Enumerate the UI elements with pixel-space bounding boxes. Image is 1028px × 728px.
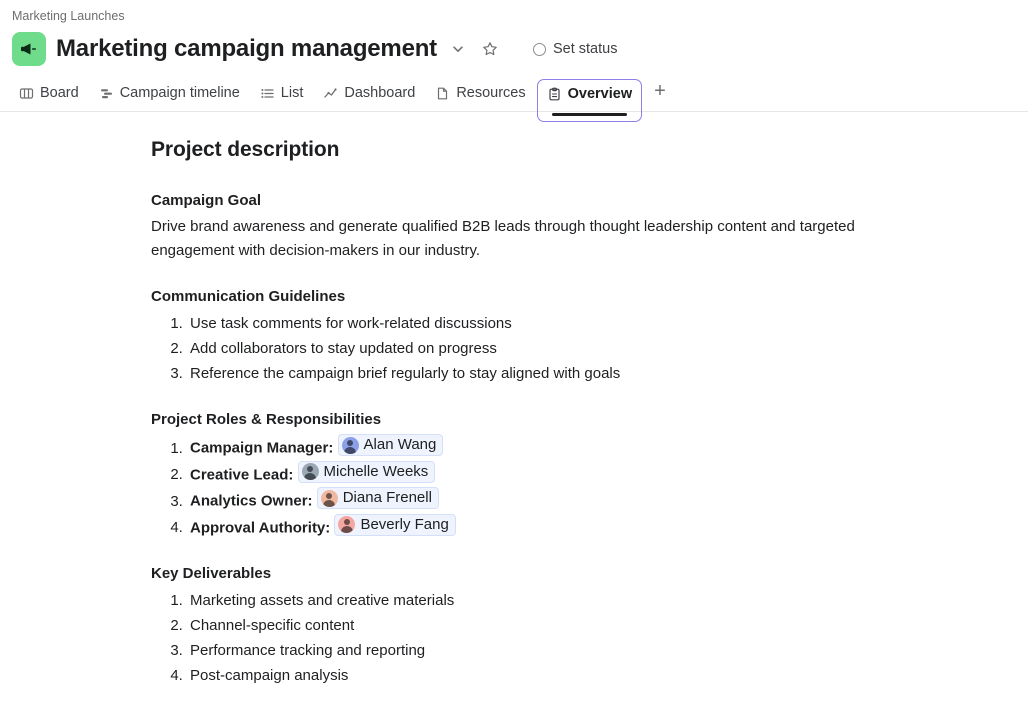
mention-chip[interactable] <box>334 514 455 536</box>
avatar <box>342 437 359 454</box>
list-item <box>187 461 951 488</box>
tab-campaign-timeline[interactable] <box>90 79 249 111</box>
megaphone-icon <box>12 32 46 66</box>
list-item: 4. Post-campaign analysis <box>187 663 951 688</box>
timeline-icon <box>99 86 114 101</box>
mention-chip[interactable] <box>338 434 444 456</box>
project-description-document <box>151 138 951 688</box>
list-item <box>187 514 951 541</box>
tab-resources-label: Resources <box>456 85 526 101</box>
tab-overview-focus-ring <box>537 79 643 122</box>
tab-dashboard-label: Dashboard <box>344 85 416 101</box>
section-heading-key-deliverables: Key Deliverables <box>151 565 272 582</box>
key-deliverables-list <box>151 588 951 688</box>
mention-name: Diana Frenell <box>342 489 432 506</box>
mention-name: Michelle Weeks <box>323 462 429 480</box>
section-project-roles <box>151 411 951 540</box>
mention-name: Alan Wang <box>363 436 437 453</box>
avatar <box>302 463 319 480</box>
list-icon <box>260 86 275 101</box>
tab-dashboard[interactable] <box>314 79 424 111</box>
add-tab-button[interactable]: + <box>654 80 666 102</box>
tab-overview[interactable] <box>538 80 642 112</box>
role-label: Analytics Owner: <box>190 492 313 510</box>
mention-chip[interactable] <box>298 461 436 483</box>
communication-guidelines-list <box>151 311 951 386</box>
tab-bar <box>0 72 1028 112</box>
overview-content <box>0 112 1028 728</box>
section-heading-communication-guidelines: Communication Guidelines <box>151 288 346 305</box>
role-label: Campaign Manager: <box>190 439 334 457</box>
tab-list-label: List <box>280 85 304 101</box>
avatar <box>338 516 355 533</box>
list-item: 3. Reference the campaign brief regularly to stay aligned with goals <box>187 361 951 386</box>
tab-campaign-timeline-label: Campaign timeline <box>119 85 240 101</box>
tab-board[interactable] <box>10 79 88 111</box>
list-item: 2. Channel-specific content <box>187 613 951 638</box>
list-item: 3. Performance tracking and reporting <box>187 638 951 663</box>
list-item <box>187 434 951 461</box>
star-icon[interactable] <box>479 38 501 60</box>
section-campaign-goal <box>151 192 951 263</box>
set-status-button[interactable] <box>527 38 623 60</box>
tab-overview-label: Overview <box>567 86 633 102</box>
document-title: Project description <box>151 138 340 161</box>
list-item <box>187 487 951 514</box>
breadcrumb-item-marketing-launches[interactable]: Marketing Launches <box>12 9 125 23</box>
mention-name: Beverly Fang <box>360 515 449 533</box>
page-title: Marketing campaign management <box>56 35 437 62</box>
overview-icon <box>547 87 562 102</box>
chevron-down-icon[interactable] <box>447 38 469 60</box>
tab-active-underline <box>552 113 628 116</box>
section-paragraph-campaign-goal: Drive brand awareness and generate qualified B2B leads through thought leadership content and targeted engagement with decision-makers in our industry. <box>151 218 855 259</box>
set-status-label: Set status <box>552 41 618 57</box>
role-label: Creative Lead: <box>190 466 294 483</box>
tab-resources[interactable] <box>426 79 534 111</box>
dashboard-icon <box>323 86 338 101</box>
project-roles-list <box>151 434 951 540</box>
project-header <box>0 28 1028 72</box>
section-communication-guidelines <box>151 288 951 386</box>
role-label: Approval Authority: <box>190 519 331 536</box>
avatar <box>321 490 338 507</box>
file-icon <box>435 86 450 101</box>
list-item: 2. Add collaborators to stay updated on progress <box>187 336 951 361</box>
section-heading-project-roles: Project Roles & Responsibilities <box>151 411 382 428</box>
breadcrumb <box>0 0 1028 28</box>
section-heading-campaign-goal: Campaign Goal <box>151 192 262 209</box>
list-item: 1. Marketing assets and creative materials <box>187 588 951 613</box>
status-circle-icon <box>533 43 546 56</box>
board-icon <box>19 86 34 101</box>
section-key-deliverables <box>151 565 951 688</box>
list-item: 1. Use task comments for work-related discussions <box>187 311 951 336</box>
tab-list[interactable] <box>251 79 313 111</box>
mention-chip[interactable] <box>317 487 439 509</box>
tab-board-label: Board <box>40 85 79 101</box>
